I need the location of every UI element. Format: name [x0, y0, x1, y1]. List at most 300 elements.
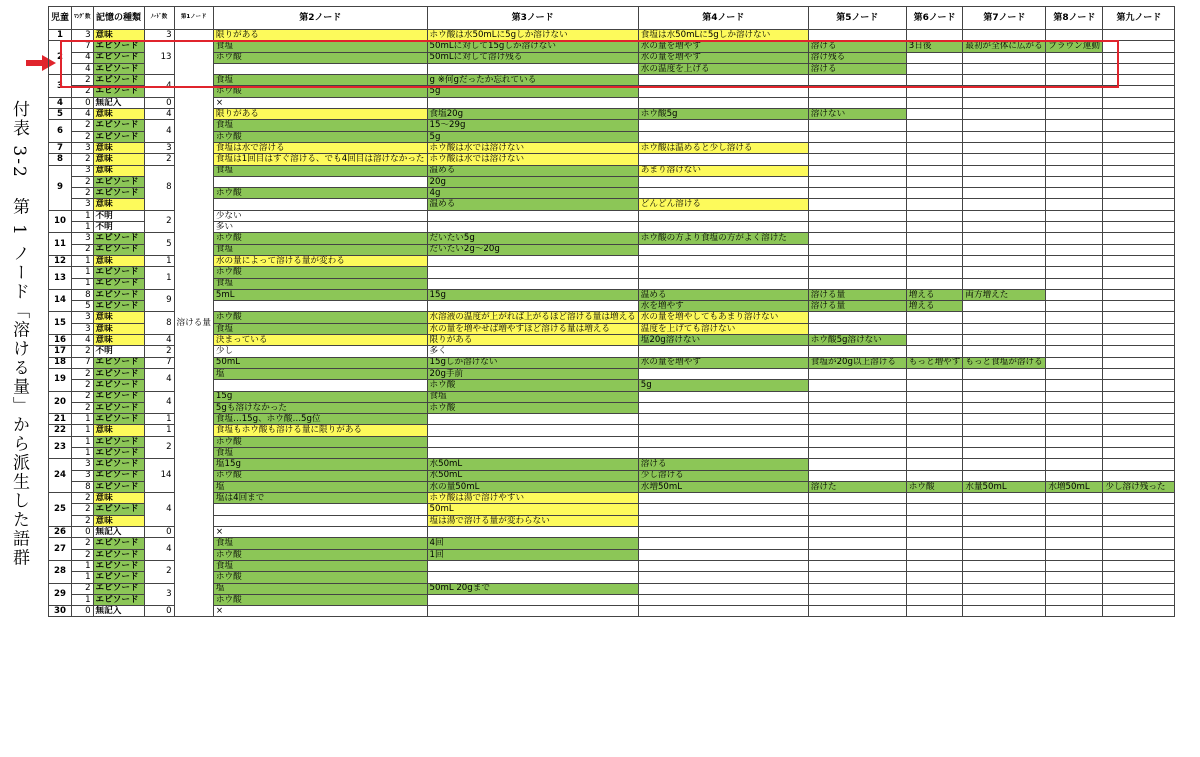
node-cell: 水の温度を上げる: [638, 63, 808, 74]
node-cell: 5gも溶けなかった: [213, 402, 427, 413]
node-cell: [808, 459, 906, 470]
node-cell: [1046, 368, 1103, 379]
node-cell: [1103, 233, 1175, 244]
table-row: [49, 165, 1175, 176]
table-row: [49, 289, 1175, 300]
node-cell: [963, 210, 1046, 221]
node-count: 4: [144, 391, 174, 414]
column-header: ﾉｰﾄﾞ数: [144, 7, 174, 30]
table-row: [49, 52, 1175, 63]
manga-count: 8: [72, 289, 94, 300]
child-number: 16: [49, 335, 72, 346]
child-number: 27: [49, 538, 72, 561]
node-cell: 水の量を増やす: [638, 357, 808, 368]
node-cell: [906, 75, 963, 86]
node-cell: 水の量50mL: [427, 481, 638, 492]
memory-type: エピソード: [93, 131, 144, 142]
child-number: 7: [49, 142, 72, 153]
node-cell: [963, 131, 1046, 142]
node-cell: [1046, 335, 1103, 346]
node-cell: [1103, 165, 1175, 176]
node-cell: [963, 606, 1046, 617]
manga-count: 2: [72, 154, 94, 165]
node-cell: [963, 538, 1046, 549]
node-cell: [906, 436, 963, 447]
table-row: [49, 481, 1175, 492]
node-cell: [427, 436, 638, 447]
node-cell: あまり溶けない: [638, 165, 808, 176]
table-row: [49, 380, 1175, 391]
node-cell: [638, 594, 808, 605]
node-cell: [906, 470, 963, 481]
node-cell: [1103, 323, 1175, 334]
table-row: [49, 594, 1175, 605]
node-cell: [1046, 210, 1103, 221]
node-cell: [963, 75, 1046, 86]
node-cell: [1046, 120, 1103, 131]
node-count: 4: [144, 335, 174, 346]
node-cell: [808, 154, 906, 165]
node-count: 1: [144, 255, 174, 266]
child-number: 17: [49, 346, 72, 357]
node-cell: [808, 120, 906, 131]
node-cell: [906, 52, 963, 63]
memory-type: 不明: [93, 210, 144, 221]
node-cell: [963, 86, 1046, 97]
node-cell: ホウ酸: [213, 312, 427, 323]
node-cell: [808, 244, 906, 255]
node-cell: [1103, 199, 1175, 210]
column-header: 第5ノード: [808, 7, 906, 30]
node-cell: 塩: [213, 583, 427, 594]
node-cell: [427, 527, 638, 538]
table-row: [49, 142, 1175, 153]
node-cell: 限りがある: [213, 109, 427, 120]
table-row: [49, 459, 1175, 470]
node-cell: 15g: [213, 391, 427, 402]
node-cell: [906, 572, 963, 583]
node-cell: [906, 527, 963, 538]
memory-type: エピソード: [93, 63, 144, 74]
node-cell: ホウ酸: [213, 86, 427, 97]
column-header: 第6ノード: [906, 7, 963, 30]
node-cell: [638, 188, 808, 199]
manga-count: 0: [72, 97, 94, 108]
node-cell: [963, 594, 1046, 605]
memory-type: エピソード: [93, 538, 144, 549]
node-cell: [638, 75, 808, 86]
node-cell: [1103, 583, 1175, 594]
node-cell: [1046, 97, 1103, 108]
node-cell: [638, 210, 808, 221]
node-cell: [808, 436, 906, 447]
memory-type: エピソード: [93, 402, 144, 413]
column-header: 第7ノード: [963, 7, 1046, 30]
node-cell: 少し溶ける: [638, 470, 808, 481]
table-row: [49, 572, 1175, 583]
node-cell: ホウ酸は水50mLに5gしか溶けない: [427, 30, 638, 41]
node-cell: 増える: [906, 301, 963, 312]
node-cell: [213, 504, 427, 515]
node-cell: [963, 368, 1046, 379]
node-cell: [1046, 312, 1103, 323]
node-cell: 食塩は水50mLに5gしか溶けない: [638, 30, 808, 41]
manga-count: 4: [72, 52, 94, 63]
node-cell: 4回: [427, 538, 638, 549]
node-cell: [1103, 289, 1175, 300]
node-cell: [638, 86, 808, 97]
node-cell: [1103, 188, 1175, 199]
node-count: 2: [144, 346, 174, 357]
node-cell: [963, 222, 1046, 233]
node-cell: ホウ酸: [213, 131, 427, 142]
node-cell: [427, 210, 638, 221]
node-cell: 水の量を増やす: [638, 52, 808, 63]
memory-type: エピソード: [93, 414, 144, 425]
node-cell: [963, 504, 1046, 515]
node-cell: 50mL: [427, 504, 638, 515]
node-cell: [638, 425, 808, 436]
node-cell: [213, 380, 427, 391]
node-cell: [906, 165, 963, 176]
node-cell: [963, 154, 1046, 165]
child-number: 21: [49, 414, 72, 425]
node-count: 2: [144, 436, 174, 459]
node-cell: [1046, 391, 1103, 402]
manga-count: 2: [72, 549, 94, 560]
child-number: 23: [49, 436, 72, 459]
node-cell: [906, 63, 963, 74]
node-cell: 食塩: [213, 244, 427, 255]
manga-count: 2: [72, 538, 94, 549]
column-header: 第九ノード: [1103, 7, 1175, 30]
node-cell: [808, 538, 906, 549]
node-cell: [638, 222, 808, 233]
manga-count: 0: [72, 606, 94, 617]
node-cell: [906, 176, 963, 187]
child-number: 6: [49, 120, 72, 143]
node-cell: [808, 368, 906, 379]
table-row: [49, 244, 1175, 255]
memory-type: 不明: [93, 346, 144, 357]
node-cell: [906, 538, 963, 549]
node-cell: [906, 199, 963, 210]
table-row: [49, 606, 1175, 617]
node-cell: [963, 549, 1046, 560]
node-cell: 15〜29g: [427, 120, 638, 131]
table-row: [49, 436, 1175, 447]
node-cell: [638, 97, 808, 108]
manga-count: 2: [72, 583, 94, 594]
table-row: [49, 493, 1175, 504]
node-cell: [1046, 606, 1103, 617]
node-cell: [906, 131, 963, 142]
node-cell: [906, 188, 963, 199]
node-count: 3: [144, 30, 174, 41]
node-cell: [963, 560, 1046, 571]
node-cell: [963, 493, 1046, 504]
node-cell: [1046, 255, 1103, 266]
node-cell: [1046, 244, 1103, 255]
node-cell: 温める: [427, 199, 638, 210]
node-cell: 水溶液の温度が上がれば上がるほど溶ける量は増える: [427, 312, 638, 323]
node-cell: ブラウン運動: [1046, 41, 1103, 52]
node-cell: [427, 278, 638, 289]
node-cell: [906, 425, 963, 436]
manga-count: 2: [72, 131, 94, 142]
node-cell: [906, 515, 963, 526]
node-cell: [1046, 30, 1103, 41]
node-cell: 食塩: [427, 391, 638, 402]
memory-type: エピソード: [93, 176, 144, 187]
table-row: [49, 538, 1175, 549]
node-cell: [1046, 538, 1103, 549]
node-cell: 塩: [213, 481, 427, 492]
node-cell: ホウ酸: [427, 402, 638, 413]
node-cell: [1046, 176, 1103, 187]
node-cell: もっと食塩が溶ける: [963, 357, 1046, 368]
node-cell: [1046, 357, 1103, 368]
node-cell: ホウ酸: [213, 572, 427, 583]
node-cell: 食塩が20g以上溶ける: [808, 357, 906, 368]
node-cell: 食塩: [213, 75, 427, 86]
memory-type: 意味: [93, 30, 144, 41]
node-cell: [1046, 527, 1103, 538]
node-cell: ×: [213, 606, 427, 617]
memory-type: 意味: [93, 199, 144, 210]
node-cell: [1103, 154, 1175, 165]
node-cell: [638, 267, 808, 278]
node-cell: 温度を上げても溶けない: [638, 323, 808, 334]
first-node-cell: 溶ける量: [174, 30, 213, 617]
node-cell: 塩: [213, 368, 427, 379]
node-cell: [638, 606, 808, 617]
node-cell: 塩20g溶けない: [638, 335, 808, 346]
node-cell: [963, 199, 1046, 210]
child-number: 4: [49, 97, 72, 108]
node-cell: [1046, 278, 1103, 289]
node-count: 4: [144, 538, 174, 561]
node-cell: [1103, 357, 1175, 368]
memory-type: 意味: [93, 154, 144, 165]
node-cell: [808, 425, 906, 436]
node-cell: [906, 86, 963, 97]
manga-count: 4: [72, 63, 94, 74]
node-cell: ホウ酸の方より食塩の方がよく溶けた: [638, 233, 808, 244]
manga-count: 1: [72, 447, 94, 458]
memory-type: エピソード: [93, 470, 144, 481]
node-cell: [808, 572, 906, 583]
node-count: 0: [144, 97, 174, 108]
child-number: 22: [49, 425, 72, 436]
manga-count: 8: [72, 481, 94, 492]
memory-type: 無記入: [93, 97, 144, 108]
node-cell: 15g: [427, 289, 638, 300]
node-cell: [1046, 470, 1103, 481]
node-cell: [1103, 30, 1175, 41]
child-number: 14: [49, 289, 72, 312]
node-cell: [1103, 391, 1175, 402]
node-cell: [808, 312, 906, 323]
node-cell: 15gしか溶けない: [427, 357, 638, 368]
node-cell: [638, 515, 808, 526]
node-cell: [808, 233, 906, 244]
table-row: [49, 233, 1175, 244]
node-cell: [1046, 447, 1103, 458]
node-cell: [963, 312, 1046, 323]
node-cell: [1103, 606, 1175, 617]
node-count: 4: [144, 120, 174, 143]
node-count: 4: [144, 109, 174, 120]
node-cell: [638, 538, 808, 549]
node-cell: [906, 210, 963, 221]
node-cell: [808, 278, 906, 289]
column-header: 第8ノード: [1046, 7, 1103, 30]
node-cell: 20g手前: [427, 368, 638, 379]
child-number: 29: [49, 583, 72, 606]
node-cell: [1046, 142, 1103, 153]
node-cell: [1046, 583, 1103, 594]
node-cell: [638, 414, 808, 425]
node-cell: [1103, 470, 1175, 481]
node-cell: [1103, 346, 1175, 357]
node-cell: [1103, 97, 1175, 108]
memory-type: エピソード: [93, 233, 144, 244]
node-cell: 少し溶け残った: [1103, 481, 1175, 492]
node-cell: 水増50mL: [1046, 481, 1103, 492]
node-count: 14: [144, 459, 174, 493]
node-cell: g ※何gだったか忘れている: [427, 75, 638, 86]
node-cell: [808, 470, 906, 481]
manga-count: 2: [72, 493, 94, 504]
node-cell: 食塩は1回目はすぐ溶ける、でも4回目は溶けなかった: [213, 154, 427, 165]
node-cell: 温める: [638, 289, 808, 300]
node-cell: [963, 255, 1046, 266]
node-cell: [1103, 109, 1175, 120]
child-number: 24: [49, 459, 72, 493]
table-row: [49, 312, 1175, 323]
node-cell: ホウ酸は温めると少し溶ける: [638, 142, 808, 153]
table-row: [49, 120, 1175, 131]
node-cell: [1103, 436, 1175, 447]
node-cell: [1103, 538, 1175, 549]
table-row: [49, 210, 1175, 221]
node-cell: 水の量を増やす: [638, 41, 808, 52]
node-cell: 1回: [427, 549, 638, 560]
node-cell: 食塩: [213, 41, 427, 52]
node-count: 7: [144, 357, 174, 368]
node-cell: [808, 606, 906, 617]
node-cell: [963, 165, 1046, 176]
manga-count: 2: [72, 402, 94, 413]
node-cell: [963, 515, 1046, 526]
child-number: 11: [49, 233, 72, 256]
node-cell: [1046, 188, 1103, 199]
node-cell: [1103, 312, 1175, 323]
node-cell: [906, 97, 963, 108]
node-cell: 溶ける量: [808, 301, 906, 312]
node-cell: [808, 504, 906, 515]
node-cell: [1103, 459, 1175, 470]
node-cell: [906, 244, 963, 255]
node-cell: [963, 335, 1046, 346]
node-cell: [808, 549, 906, 560]
node-cell: [963, 97, 1046, 108]
node-cell: [638, 436, 808, 447]
node-cell: [808, 346, 906, 357]
node-cell: [906, 447, 963, 458]
node-cell: [1103, 278, 1175, 289]
node-cell: 50mLに対して溶け残る: [427, 52, 638, 63]
node-cell: [963, 583, 1046, 594]
node-cell: [906, 346, 963, 357]
table-row: [49, 278, 1175, 289]
memory-type: エピソード: [93, 583, 144, 594]
node-cell: [963, 52, 1046, 63]
node-cell: [1103, 255, 1175, 266]
node-cell: [1046, 301, 1103, 312]
node-cell: [638, 504, 808, 515]
manga-count: 2: [72, 120, 94, 131]
node-cell: [1103, 447, 1175, 458]
memory-type: エピソード: [93, 594, 144, 605]
node-cell: [963, 380, 1046, 391]
node-cell: 水を増やす: [638, 301, 808, 312]
node-cell: 4g: [427, 188, 638, 199]
node-cell: [1046, 380, 1103, 391]
child-number: 10: [49, 210, 72, 233]
node-cell: [1103, 131, 1175, 142]
node-cell: [1103, 527, 1175, 538]
table-row: [49, 30, 1175, 41]
node-cell: ホウ酸: [213, 549, 427, 560]
node-cell: だいたい5g: [427, 233, 638, 244]
node-cell: 溶けた: [808, 481, 906, 492]
manga-count: 1: [72, 560, 94, 571]
node-cell: 水の量を増やしてもあまり溶けない: [638, 312, 808, 323]
node-cell: 塩は湯で溶ける量が変わらない: [427, 515, 638, 526]
node-cell: 両方増えた: [963, 289, 1046, 300]
node-cell: 食塩…15g、ホウ酸…5g位: [213, 414, 427, 425]
node-cell: ホウ酸: [213, 52, 427, 63]
manga-count: 3: [72, 459, 94, 470]
table-row: [49, 583, 1175, 594]
node-cell: [963, 278, 1046, 289]
node-cell: [427, 63, 638, 74]
node-cell: [906, 583, 963, 594]
node-cell: [906, 278, 963, 289]
node-cell: [906, 142, 963, 153]
node-count: 3: [144, 583, 174, 606]
node-cell: [808, 594, 906, 605]
side-caption: 付表 3-2 第 1 ノード「溶ける量」から派生した語群: [9, 100, 29, 568]
node-cell: 50mL: [213, 357, 427, 368]
node-cell: [906, 493, 963, 504]
manga-count: 2: [72, 75, 94, 86]
node-cell: 多い: [213, 222, 427, 233]
node-cell: [808, 188, 906, 199]
node-cell: [427, 414, 638, 425]
node-cell: [1046, 109, 1103, 120]
node-cell: [1046, 75, 1103, 86]
table-row: [49, 414, 1175, 425]
node-cell: [638, 131, 808, 142]
node-cell: [427, 447, 638, 458]
node-cell: [213, 176, 427, 187]
node-count: 13: [144, 41, 174, 75]
node-cell: [906, 312, 963, 323]
node-cell: [963, 233, 1046, 244]
